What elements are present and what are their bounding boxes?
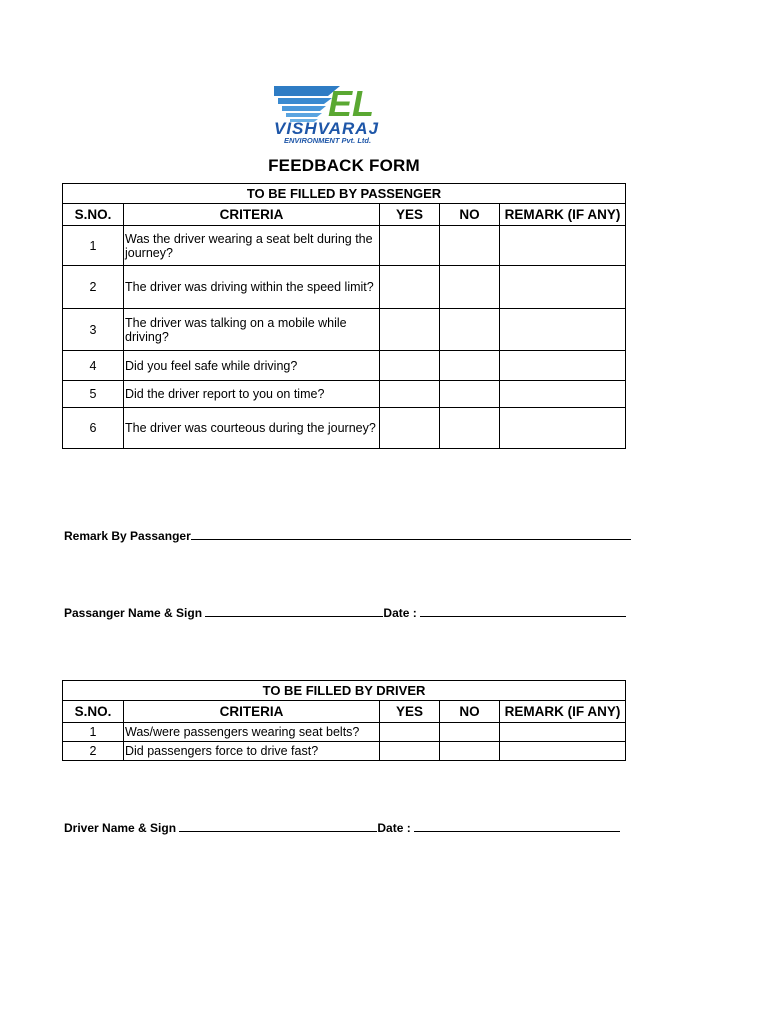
driver-date-label: Date : (377, 821, 411, 835)
criteria-text: The driver was driving within the speed limit? (124, 266, 380, 309)
no-cell[interactable] (440, 408, 500, 449)
table-row (63, 266, 626, 309)
table-row (63, 408, 626, 449)
no-cell[interactable] (440, 742, 500, 761)
remark-cell[interactable] (500, 742, 626, 761)
yes-cell[interactable] (380, 408, 440, 449)
table-row (63, 226, 626, 266)
driver-sign-blank[interactable] (179, 819, 377, 832)
passenger-remark-line (64, 527, 631, 543)
row-number: 2 (63, 742, 124, 761)
logo-subtitle: ENVIRONMENT Pvt. Ltd. (284, 136, 372, 145)
driver-table-caption: TO BE FILLED BY DRIVER (63, 681, 626, 701)
header-yes: YES (380, 701, 440, 723)
row-number: 4 (63, 351, 124, 381)
table-row (63, 309, 626, 351)
no-cell[interactable] (440, 351, 500, 381)
criteria-text: The driver was courteous during the journey? (124, 408, 380, 449)
header-no: NO (440, 204, 500, 226)
remark-cell[interactable] (500, 266, 626, 309)
driver-feedback-table (62, 680, 626, 761)
yes-cell[interactable] (380, 351, 440, 381)
criteria-text: Did the driver report to you on time? (124, 381, 380, 408)
header-no: NO (440, 701, 500, 723)
row-number: 2 (63, 266, 124, 309)
passenger-date-label: Date : (383, 606, 417, 620)
passenger-sign-label: Passanger Name & Sign (64, 606, 203, 620)
yes-cell[interactable] (380, 742, 440, 761)
remark-cell[interactable] (500, 381, 626, 408)
row-number: 3 (63, 309, 124, 351)
yes-cell[interactable] (380, 266, 440, 309)
header-remark: REMARK (IF ANY) (500, 204, 626, 226)
company-logo (270, 74, 430, 150)
passenger-table-caption: TO BE FILLED BY PASSENGER (63, 184, 626, 204)
passenger-remark-label: Remark By Passanger (64, 529, 191, 543)
header-yes: YES (380, 204, 440, 226)
driver-date-blank[interactable] (414, 819, 620, 832)
no-cell[interactable] (440, 723, 500, 742)
row-number: 5 (63, 381, 124, 408)
criteria-text: Was the driver wearing a seat belt during the journey? (124, 226, 380, 266)
yes-cell[interactable] (380, 381, 440, 408)
driver-sign-label: Driver Name & Sign (64, 821, 177, 835)
passenger-remark-blank[interactable] (191, 527, 631, 540)
table-row (63, 381, 626, 408)
header-remark: REMARK (IF ANY) (500, 701, 626, 723)
remark-cell[interactable] (500, 309, 626, 351)
logo-monogram: EL (328, 83, 375, 124)
row-number: 1 (63, 226, 124, 266)
no-cell[interactable] (440, 266, 500, 309)
remark-cell[interactable] (500, 723, 626, 742)
header-sno: S.NO. (63, 204, 124, 226)
driver-sign-line (64, 819, 620, 835)
row-number: 6 (63, 408, 124, 449)
no-cell[interactable] (440, 381, 500, 408)
remark-cell[interactable] (500, 226, 626, 266)
row-number: 1 (63, 723, 124, 742)
no-cell[interactable] (440, 309, 500, 351)
passenger-date-blank[interactable] (420, 604, 626, 617)
header-criteria: CRITERIA (124, 701, 380, 723)
criteria-text: Did you feel safe while driving? (124, 351, 380, 381)
logo-brand-name: VISHVARAJ (274, 119, 380, 138)
yes-cell[interactable] (380, 309, 440, 351)
passenger-sign-blank[interactable] (205, 604, 383, 617)
yes-cell[interactable] (380, 723, 440, 742)
remark-cell[interactable] (500, 351, 626, 381)
header-sno: S.NO. (63, 701, 124, 723)
criteria-text: Did passengers force to drive fast? (124, 742, 380, 761)
table-row (63, 742, 626, 761)
table-row (63, 723, 626, 742)
passenger-feedback-table (62, 183, 626, 449)
yes-cell[interactable] (380, 226, 440, 266)
passenger-sign-line (64, 604, 626, 620)
criteria-text: The driver was talking on a mobile while driving? (124, 309, 380, 351)
remark-cell[interactable] (500, 408, 626, 449)
criteria-text: Was/were passengers wearing seat belts? (124, 723, 380, 742)
form-title: FEEDBACK FORM (268, 156, 420, 175)
header-criteria: CRITERIA (124, 204, 380, 226)
no-cell[interactable] (440, 226, 500, 266)
table-row (63, 351, 626, 381)
